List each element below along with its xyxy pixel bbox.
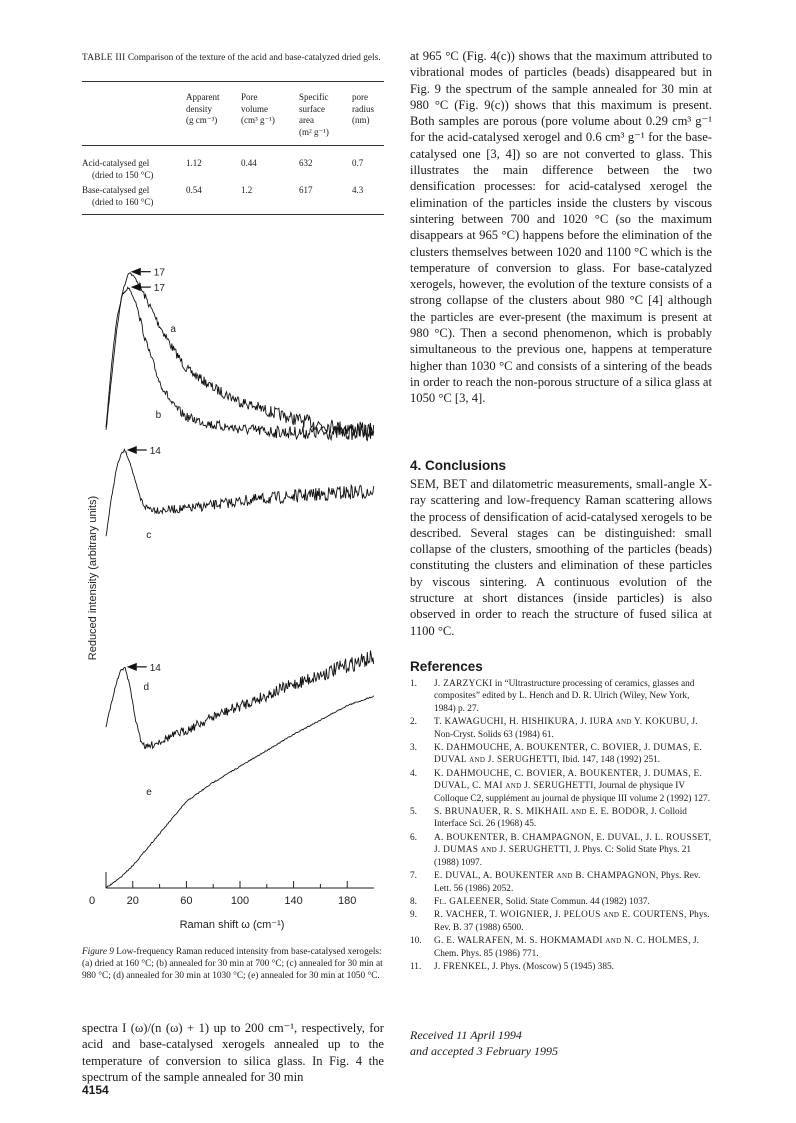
table-cell: 0.44	[241, 158, 257, 168]
reference-number: 3.	[410, 743, 417, 754]
reference-item	[410, 909, 712, 934]
peak-label: 17	[153, 267, 165, 279]
peak-arrow	[131, 268, 141, 276]
reference-number: 1.	[410, 679, 417, 689]
series-c-line	[106, 449, 374, 536]
reference-authors: J. ZARZYCKI	[434, 679, 493, 689]
reference-authors: S. BRUNAUER, R. S. MIKHAIL and E. E. BODOR,	[434, 807, 649, 818]
reference-source: Ibid. 147, 148 (1992) 251.	[559, 755, 661, 766]
peak-arrow	[131, 283, 141, 291]
table-caption	[82, 52, 384, 65]
reference-item	[410, 742, 712, 767]
table-cell: 0.54	[186, 185, 202, 195]
references-list	[410, 678, 712, 974]
reference-item	[410, 768, 712, 805]
series-label: b	[155, 410, 162, 421]
left-body-paragraph: spectra I (ω)/(n (ω) + 1) up to 200 cm⁻¹, respectively, for acid and base-catalysed xerogels annealed up to the temperature of conversion to silica glass. In Fig. 4 the spectrum of the sample annealed for 30 min	[82, 1021, 384, 1084]
table-cell: 632	[299, 158, 313, 168]
reference-source: J. Phys. C: Solid State Phys. 21 (1988) 1097.	[434, 845, 692, 868]
reference-number: 6.	[410, 832, 417, 843]
reference-item	[410, 896, 712, 908]
reference-number: 4.	[410, 768, 417, 779]
reference-authors: K. DAHMOUCHE, A. BOUKENTER, C. BOVIER, J. DUMAS, E. DUVAL and J. SERUGHETTI,	[434, 743, 703, 766]
series-label: e	[146, 787, 152, 798]
series-label: c	[146, 530, 152, 541]
reference-source: Journal de physique IV Colloque C2, supplément au journal de physique III volume 2 (1992) 127.	[434, 781, 711, 804]
table-cell: 1.12	[186, 158, 202, 168]
x-tick-label: 180	[338, 895, 357, 907]
table-top-rule	[82, 81, 384, 82]
series-a-line	[106, 273, 374, 438]
reference-source: J. Colloid Interface Sci. 26 (1968) 45.	[434, 807, 687, 830]
x-tick-label: 0	[88, 895, 96, 907]
reference-item	[410, 678, 712, 715]
table-header-surface-area: Specific surface area (m² g⁻¹)	[299, 92, 329, 137]
reference-number: 11.	[410, 961, 422, 972]
reference-source: in “Ultrastructure processing of ceramics, glasses and composites” edited by L. Hench and D. R. Ulrich (Wiley, New York, 1984) p. 27.	[434, 679, 695, 714]
reference-number: 5.	[410, 807, 417, 818]
x-tick-label: 20	[126, 895, 139, 907]
table-cell: 0.7	[352, 158, 364, 168]
peak-label: 14	[149, 446, 161, 457]
references-heading: References	[410, 659, 483, 674]
peak-arrow	[127, 663, 137, 671]
reference-item	[410, 961, 712, 973]
reference-authors: E. DUVAL, A. BOUKENTER and B. CHAMPAGNON,	[434, 871, 659, 882]
table-caption-text: Comparison of the texture of the acid and base-catalyzed dried gels.	[125, 53, 381, 63]
reference-source: Solid. State Commun. 44 (1982) 1037.	[503, 896, 650, 907]
conclusions-heading: 4. Conclusions	[410, 458, 507, 473]
reference-authors: G. E. WALRAFEN, M. S. HOKMAMADI and N. C. HOLMES,	[434, 936, 691, 947]
reference-source: Phys. Rev. Lett. 56 (1986) 2052.	[434, 871, 701, 894]
figure-9-chart	[84, 260, 380, 932]
reference-number: 2.	[410, 717, 417, 728]
reference-source: J. Non-Cryst. Solids 63 (1984) 61.	[434, 717, 698, 740]
figure-caption-text: Low-frequency Raman reduced intensity from base-catalysed xerogels: (a) dried at 160 °C; (b) annealed for 30 min at 700 °C; (c) annealed for 30 min at 980 °C; (d) annealed for 30 min at 1030 °C; (e) annealed for 30 min at 1050 °C.	[82, 947, 383, 982]
table-header-pore-radius: pore radius (nm)	[352, 92, 374, 125]
peak-label: 17	[153, 283, 165, 295]
figure-caption	[82, 946, 384, 983]
figure-caption-lead: Figure 9	[82, 947, 114, 957]
reference-number: 8.	[410, 896, 417, 907]
reference-number: 9.	[410, 910, 417, 921]
page-number: 4154	[82, 1083, 109, 1097]
table-row-label: Base-catalysed gel (dried to 160 °C)	[82, 185, 154, 207]
table-row-label: Acid-catalysed gel (dried to 150 °C)	[82, 158, 154, 180]
series-d-line	[106, 651, 374, 749]
reference-authors: Fl. GALEENER,	[434, 896, 504, 907]
table-cell: 617	[299, 185, 313, 195]
x-axis-label: Raman shift ω (cm⁻¹)	[179, 919, 285, 931]
reference-authors: J. FRENKEL,	[434, 961, 490, 972]
reference-authors: A. BOUKENTER, B. CHAMPAGNON, E. DUVAL, J. L. ROUSSET, J. DUMAS and J. SERUGHETTI,	[434, 832, 712, 856]
reference-number: 10.	[410, 936, 422, 947]
x-tick-label: 140	[284, 895, 303, 907]
x-tick-label: 100	[230, 895, 250, 907]
reference-source: J. Chem. Phys. 85 (1986) 771.	[434, 936, 699, 959]
reference-item	[410, 806, 712, 831]
reference-item	[410, 935, 712, 960]
table-cell: 4.3	[352, 185, 364, 195]
reference-number: 7.	[410, 871, 417, 882]
table-header-rule	[82, 145, 384, 146]
conclusions-paragraph: SEM, BET and dilatometric measurements, small-angle X-ray scattering and low-frequency Raman scattering allows the process of densification of acid-catalysed xerogels to be described. Several stages can be distinguished: small collapse of the clusters, smoothing of the particles (beads) constituting the clusters and elimination of these particles by viscous sintering. A continuous evolution of the structure at short distances (inside particles) is also observed in order to reach the structure of fused silica at 1100 °C.	[410, 477, 712, 638]
table-bottom-rule	[82, 214, 384, 215]
table-header-pore-volume: Pore volume (cm³ g⁻¹)	[241, 92, 275, 125]
series-b-line	[106, 287, 374, 440]
peak-arrow	[127, 446, 137, 454]
right-body-paragraph: at 965 °C (Fig. 4(c)) shows that the maximum attributed to vibrational modes of particles (beads) disappeared but in Fig. 9 the spectrum of the sample annealed for 30 min at 980 °C (Fig. 9(c)) shows that this maximum is present. Both samples are porous (pore volume about 0.29 cm³ g⁻¹ for the acid-catalysed xerogel and 0.6 cm³ g⁻¹ for the base-catalysed one [3, 4]) so are not converted to glass. This illustrates the main difference between the two densification processes: for acid-catalysed xerogel the elimination of the particles inside the clusters by viscous sintering between 700 and 1020 °C (so the maximum disappears at 965 °C) happens before the elimination of the clusters themselves between 1020 and 1100 °C which is the temperature of conversion to glass. For base-catalyzed xerogels, however, the evolution of the texture consists of a strong collapse of the clusters about 980 °C [4] although the particles are ever-present (the maximum is present at 980 °C). Then a second phenomenon, which is probably simultaneous to the previous one, happens at temperature higher than 1030 °C and consists of a sintering of the beads in order to reach the non-porous structure of a silica glass at 1050 °C [3, 4].	[410, 49, 712, 406]
reference-source: Phys. Rev. B. 37 (1988) 6500.	[434, 910, 710, 933]
table-header-density: Apparent density (g cm⁻³)	[186, 92, 220, 125]
reference-item	[410, 832, 712, 869]
plot-area	[89, 268, 374, 907]
peak-label: 14	[149, 662, 161, 674]
table-caption-lead: TABLE III	[82, 53, 126, 63]
y-axis-label: Reduced intensity (arbitrary units)	[87, 495, 99, 661]
series-label: d	[143, 682, 150, 693]
reference-authors: K. DAHMOUCHE, C. BOVIER, A. BOUKENTER, J. DUMAS, E. DUVAL, C. MAI and J. SERUGHETTI,	[434, 768, 703, 792]
reference-item	[410, 870, 712, 895]
reference-authors: T. KAWAGUCHI, H. HISHIKURA, J. IURA and Y. KOKUBU,	[434, 717, 690, 728]
reference-source: J. Phys. (Moscow) 5 (1945) 385.	[489, 961, 614, 972]
received-dates: Received 11 April 1994 and accepted 3 February 1995	[410, 1028, 558, 1058]
table-cell: 1.2	[241, 185, 253, 195]
series-label: a	[170, 324, 176, 335]
reference-item	[410, 716, 712, 741]
x-tick-label: 60	[180, 895, 193, 907]
reference-authors: R. VACHER, T. WOIGNIER, J. PELOUS and E. COURTENS,	[434, 910, 687, 921]
